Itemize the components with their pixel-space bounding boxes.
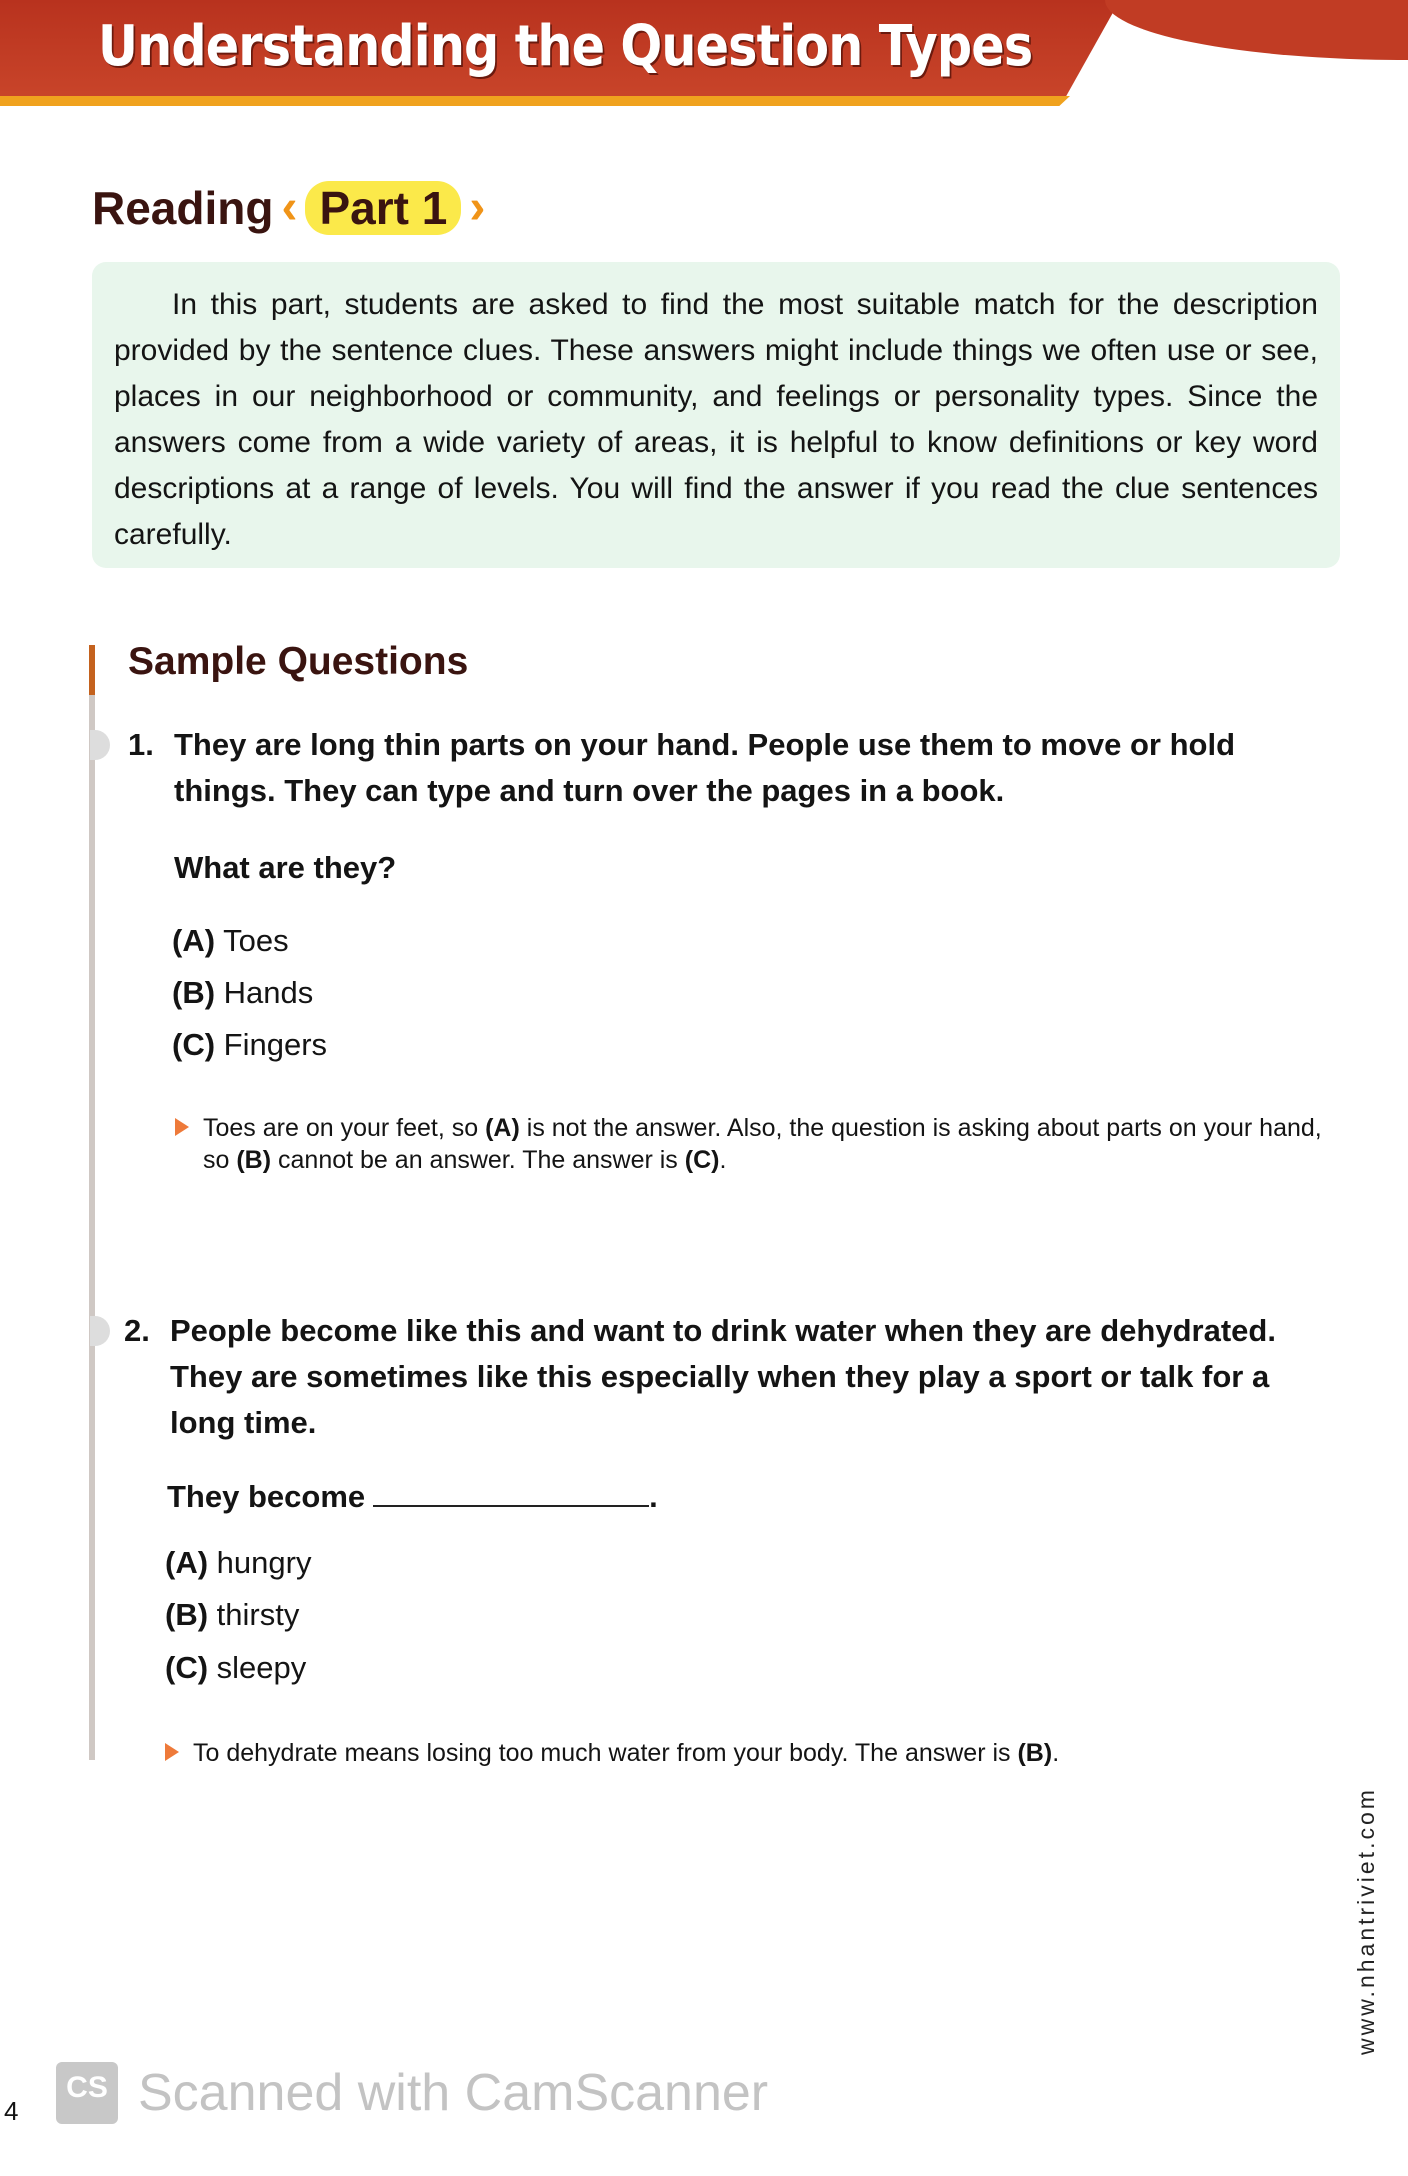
triangle-bullet-icon bbox=[175, 1118, 189, 1136]
page-title: Understanding the Question Types bbox=[98, 14, 1033, 79]
explanation-text: is not the answer. Also, the question is asking about parts on your hand, so bbox=[203, 1114, 1322, 1174]
explanation-1 bbox=[203, 1112, 1323, 1176]
question-number: 2. bbox=[124, 1313, 150, 1348]
side-bar-accent bbox=[89, 645, 95, 695]
explanation-text: . bbox=[1052, 1739, 1060, 1767]
section-label: Reading bbox=[92, 181, 274, 234]
option-a bbox=[172, 923, 289, 959]
option-letter: (A) bbox=[165, 1545, 209, 1580]
triangle-bullet-icon bbox=[165, 1743, 179, 1761]
explanation-text: . bbox=[719, 1146, 727, 1174]
option-b bbox=[172, 975, 313, 1011]
option-letter: (B) bbox=[172, 975, 216, 1010]
question-prompt: What are they? bbox=[174, 850, 397, 885]
option-letter: (C) bbox=[165, 1650, 209, 1685]
option-text: thirsty bbox=[216, 1597, 300, 1632]
chevron-left-icon: ‹ bbox=[281, 181, 298, 234]
part-badge: Part 1 bbox=[305, 181, 461, 235]
banner-corner bbox=[1105, 0, 1408, 60]
option-text: Toes bbox=[223, 923, 289, 958]
side-bar bbox=[89, 645, 95, 1760]
explanation-answer: (A) bbox=[485, 1114, 520, 1142]
option-text: hungry bbox=[216, 1545, 312, 1580]
option-text: sleepy bbox=[216, 1650, 307, 1685]
option-letter: (C) bbox=[172, 1027, 216, 1062]
banner-edge bbox=[0, 96, 1070, 106]
option-a bbox=[165, 1545, 311, 1581]
explanation-2 bbox=[193, 1737, 1313, 1769]
question-prompt bbox=[167, 1475, 658, 1515]
intro-box bbox=[92, 262, 1340, 568]
option-text: Hands bbox=[223, 975, 314, 1010]
question-1 bbox=[128, 722, 1314, 814]
question-text: People become like this and want to drink water when they are dehydrated. They are sometimes like this especially when they play a sport or talk for a long time. bbox=[170, 1313, 1276, 1440]
section-heading bbox=[92, 180, 485, 235]
explanation-text: To dehydrate means losing too much water from your body. The answer is bbox=[193, 1739, 1018, 1767]
camscanner-logo-icon: CS bbox=[56, 2062, 118, 2124]
question-marker bbox=[90, 1316, 110, 1346]
intro-text: In this part, students are asked to find the most suitable match for the description provided by the sentence clues. These answers might include things we often use or see, places in our neighborhood or community, and feelings or personality types. Since the answers come from a wide variety of areas, it is helpful to know definitions or key word descriptions at a range of levels. You will find the answer if you read the clue sentences carefully. bbox=[114, 288, 1318, 551]
explanation-text: cannot be an answer. The answer is bbox=[271, 1146, 685, 1174]
explanation-answer: (B) bbox=[1017, 1739, 1053, 1767]
option-c bbox=[165, 1650, 306, 1686]
question-text: They are long thin parts on your hand. People use them to move or hold things. They can type and turn over the pages in a book. bbox=[174, 727, 1236, 808]
answer-blank bbox=[373, 1475, 649, 1507]
explanation-answer: (C) bbox=[684, 1146, 720, 1174]
page-number: 4 bbox=[4, 2096, 19, 2126]
option-text: Fingers bbox=[223, 1027, 328, 1062]
option-c bbox=[172, 1027, 327, 1063]
sample-questions-title: Sample Questions bbox=[128, 640, 469, 683]
prompt-text: They become bbox=[167, 1479, 366, 1514]
question-2 bbox=[124, 1308, 1316, 1446]
question-marker bbox=[90, 730, 110, 760]
explanation-text: Toes are on your feet, so bbox=[203, 1114, 486, 1142]
option-b bbox=[165, 1597, 299, 1633]
prompt-end: . bbox=[649, 1479, 658, 1514]
question-number: 1. bbox=[128, 727, 154, 762]
camscanner-text: Scanned with CamScanner bbox=[138, 2064, 769, 2122]
explanation-answer: (B) bbox=[236, 1146, 272, 1174]
publisher-watermark: www.nhantriviet.com bbox=[1353, 1787, 1379, 2055]
option-letter: (B) bbox=[165, 1597, 209, 1632]
chevron-right-icon: › bbox=[469, 181, 486, 234]
option-letter: (A) bbox=[172, 923, 216, 958]
